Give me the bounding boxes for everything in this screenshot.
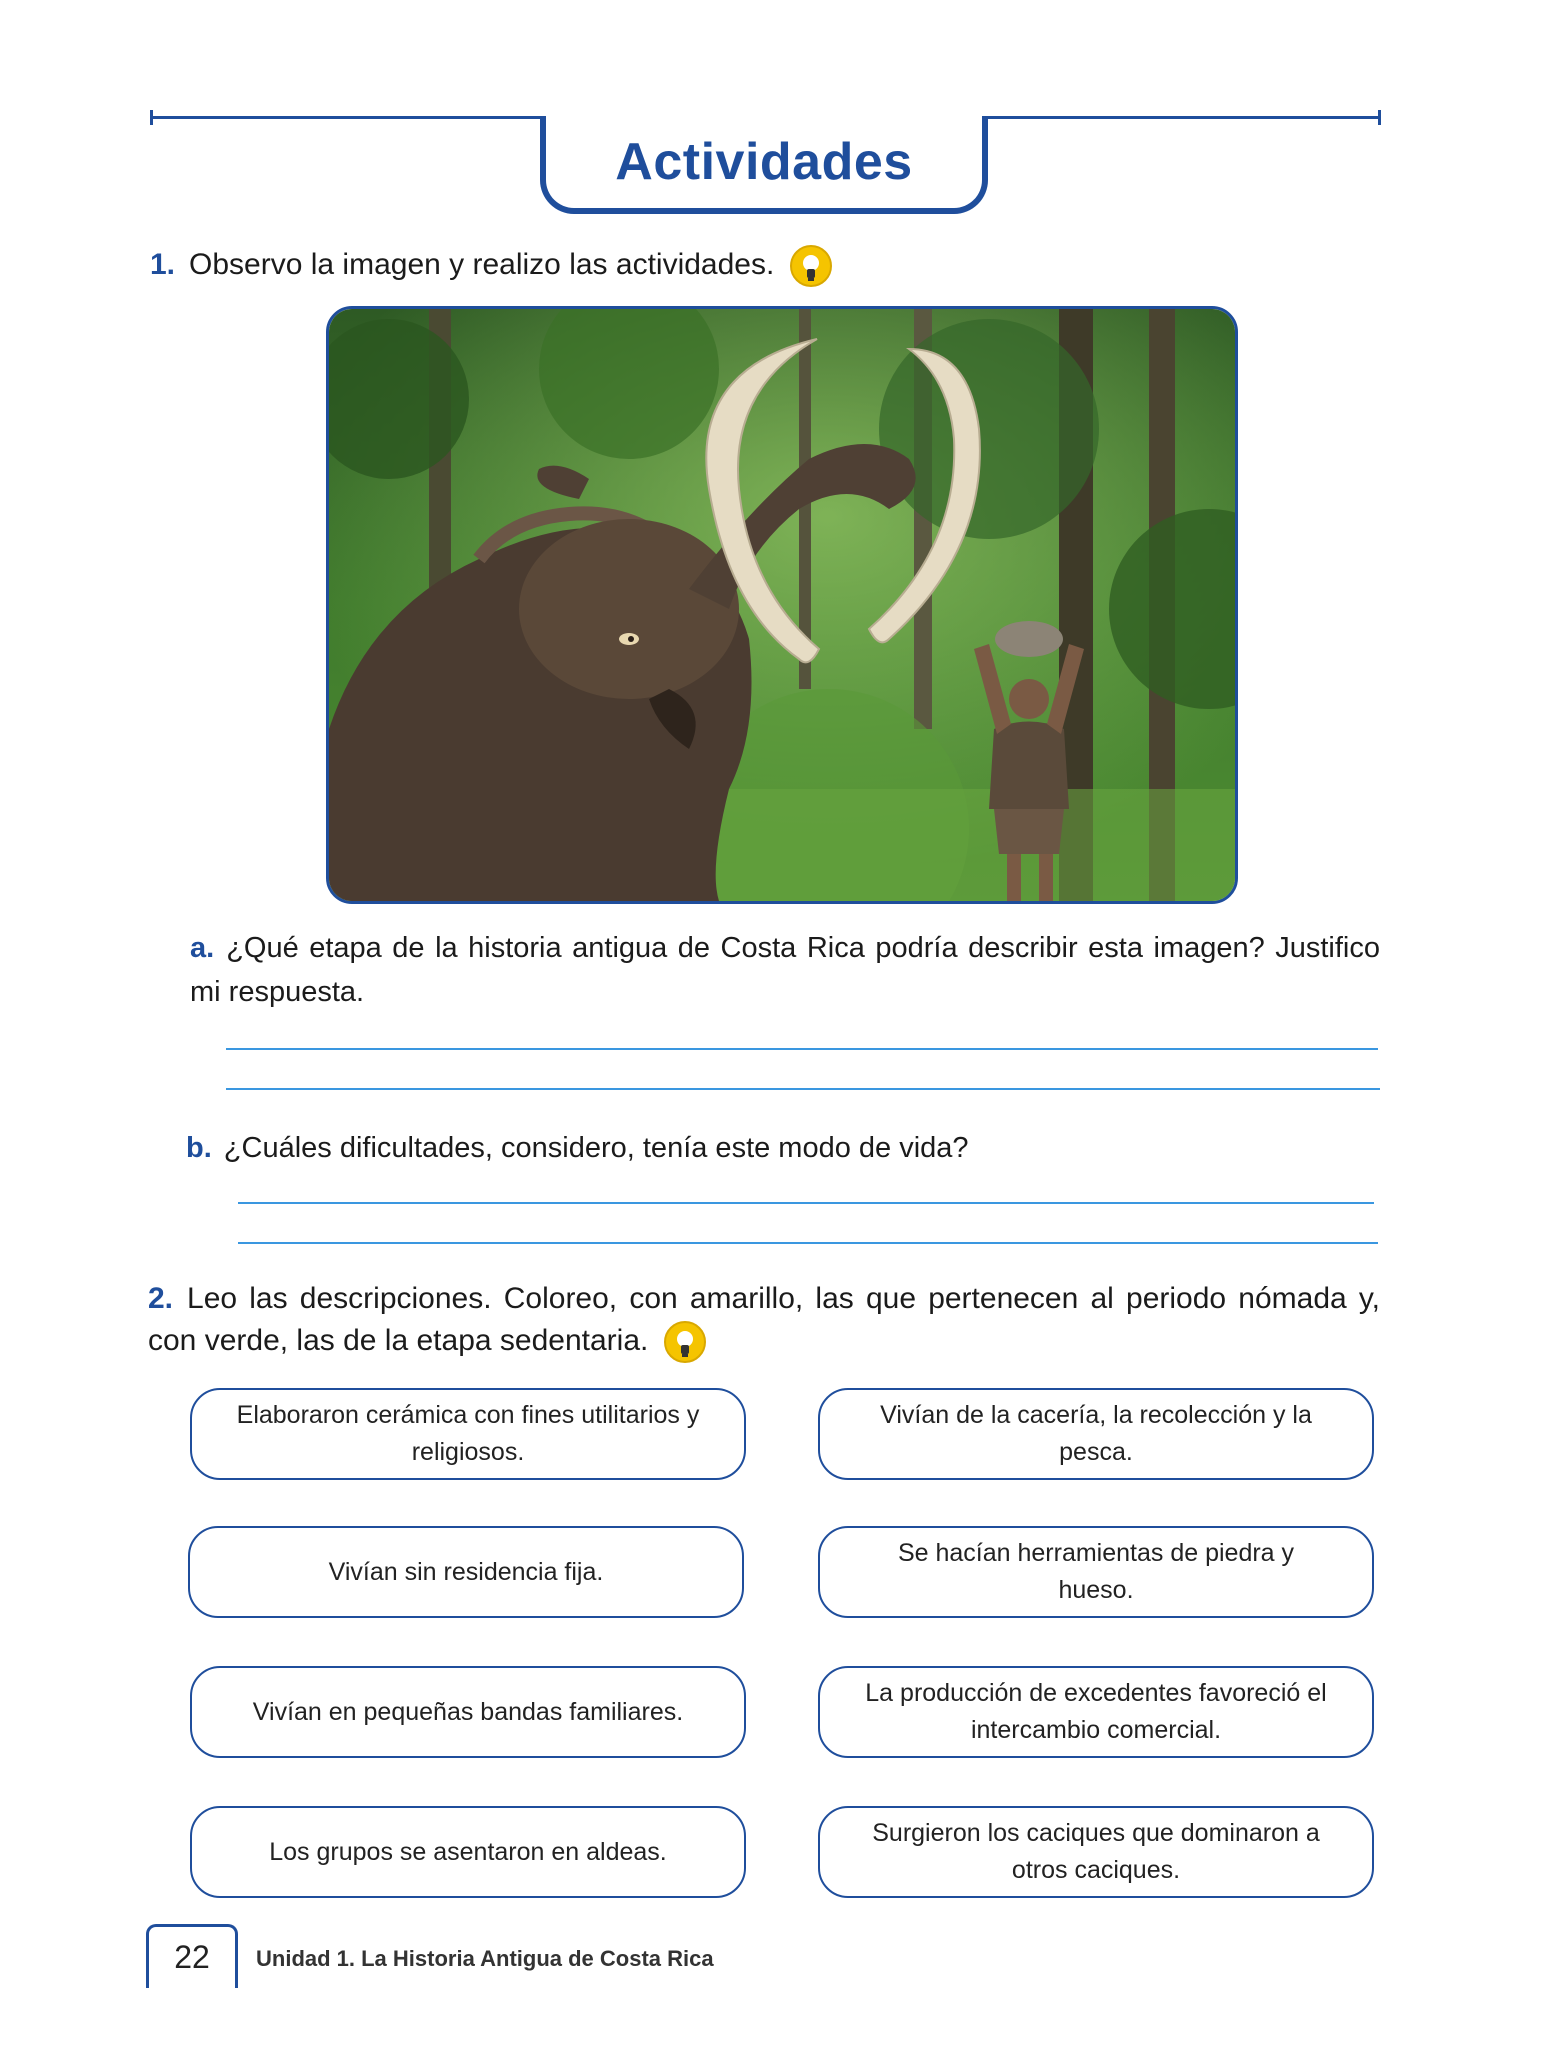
mammoth-photo [326,306,1238,904]
description-box-1[interactable] [190,1388,746,1480]
description-text: Vivían en pequeñas bandas familiares. [252,1697,684,1726]
header-rule-cap-right [1378,110,1381,125]
question-b-letter: b. [186,1132,212,1164]
description-box-6[interactable] [818,1666,1374,1758]
description-box-3[interactable] [188,1526,744,1618]
page-number-tab [146,1924,238,1988]
description-text: Se hacían herramientas de piedra y hueso. [897,1539,1295,1604]
page-title: Actividades [615,133,913,191]
question-a [190,926,1380,1014]
activity-2-instruction: Leo las descripciones. Coloreo, con amarillo, las que pertenecen al periodo nómada y, con verde, las de la etapa sedentaria. [148,1282,1380,1357]
question-b [186,1126,1376,1170]
description-text: Los grupos se asentaron en aldeas. [269,1837,667,1866]
description-text: Vivían de la cacería, la recolección y la pesca. [880,1401,1312,1466]
description-box-7[interactable] [190,1806,746,1898]
activity-1-number: 1. [150,248,176,281]
answer-line-b2[interactable] [238,1242,1378,1244]
question-a-letter: a. [190,932,215,964]
description-box-2[interactable] [818,1388,1374,1480]
answer-line-a1[interactable] [226,1048,1378,1050]
description-box-4[interactable] [818,1526,1374,1618]
activity-1-instruction: Observo la imagen y realizo las actividades. [189,248,775,281]
description-text: La producción de excedentes favoreció el intercambio comercial. [865,1679,1327,1744]
description-box-8[interactable] [818,1806,1374,1898]
question-b-text: ¿Cuáles dificultades, considero, tenía este modo de vida? [223,1132,969,1164]
activity-2-number: 2. [148,1282,174,1315]
lightbulb-icon [789,244,833,288]
question-a-text: ¿Qué etapa de la historia antigua de Costa Rica podría describir esta imagen? Justifico mi respuesta. [190,932,1380,1008]
activity-1-heading [150,244,833,288]
title-tab [540,116,988,214]
description-text: Elaboraron cerámica con fines utilitarios y religiosos. [236,1401,700,1466]
page-number: 22 [174,1939,210,1975]
header-rule-cap-left [150,110,153,125]
description-box-5[interactable] [190,1666,746,1758]
description-text: Surgieron los caciques que dominaron a otros caciques. [872,1819,1320,1884]
activity-2-heading [148,1278,1380,1364]
lightbulb-icon [663,1320,707,1364]
unit-label: Unidad 1. La Historia Antigua de Costa Rica [256,1946,714,1971]
answer-line-b1[interactable] [238,1202,1374,1204]
answer-line-a2[interactable] [226,1088,1380,1090]
description-text: Vivían sin residencia fija. [328,1557,604,1586]
mammoth-scene-image [329,309,1235,901]
